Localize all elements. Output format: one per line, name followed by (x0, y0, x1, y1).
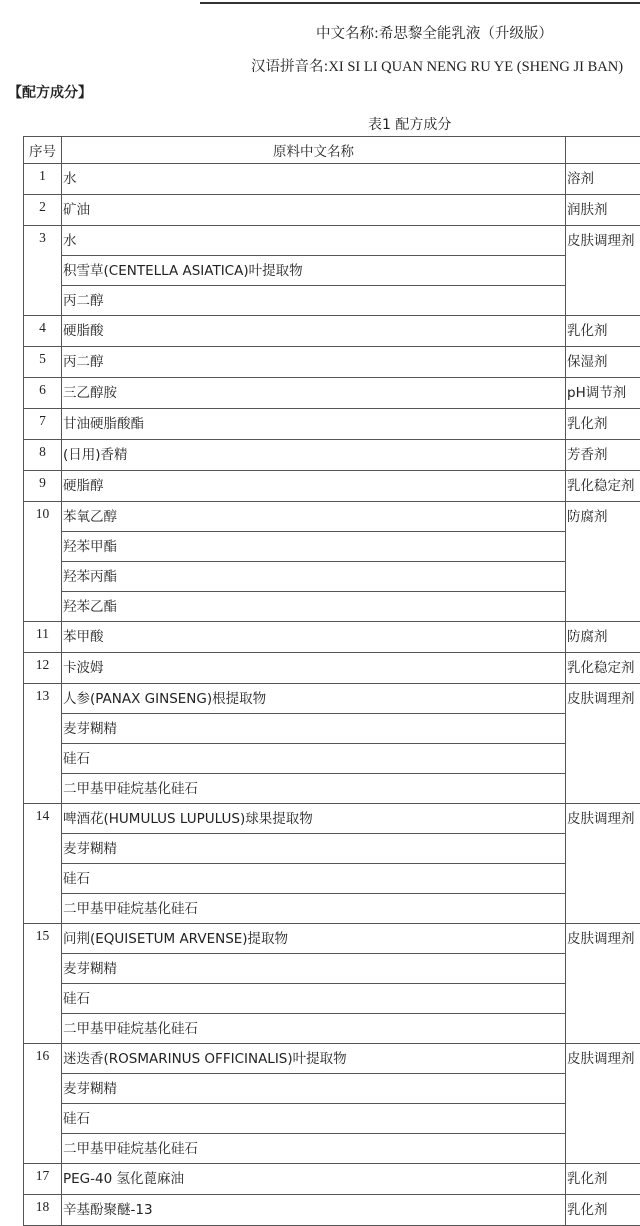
table-row (24, 502, 640, 532)
table-subrow (24, 774, 640, 804)
ingredient-function: 润肤剂 (566, 195, 640, 226)
ingredient-function: 芳香剂 (566, 440, 640, 471)
table-row (24, 924, 640, 954)
ingredient-name: 麦芽糊精 (62, 954, 566, 984)
ingredient-function: 乳化剂 (566, 409, 640, 440)
table-subrow (24, 1074, 640, 1104)
table-subrow (24, 984, 640, 1014)
row-number: 4 (24, 316, 62, 347)
ingredient-name: 二甲基甲硅烷基化硅石 (62, 1134, 566, 1164)
ingredient-name: 人参(PANAX GINSENG)根提取物 (62, 684, 566, 714)
table-row (24, 684, 640, 714)
ingredient-name: 积雪草(CENTELLA ASIATICA)叶提取物 (62, 256, 566, 286)
ingredient-name: 二甲基甲硅烷基化硅石 (62, 1014, 566, 1044)
table-body (24, 164, 640, 1226)
row-number: 5 (24, 347, 62, 378)
ingredient-name: 水 (62, 164, 566, 195)
ingredient-name: 问荆(EQUISETUM ARVENSE)提取物 (62, 924, 566, 954)
chinese-name-label: 中文名称: (316, 26, 379, 42)
table-subrow (24, 894, 640, 924)
row-number: 1 (24, 164, 62, 195)
table-row (24, 164, 640, 195)
ingredient-function: 防腐剂 (566, 502, 640, 622)
table-row (24, 378, 640, 409)
table-subrow (24, 256, 640, 286)
ingredient-function: 乳化剂 (566, 1195, 640, 1226)
row-number: 9 (24, 471, 62, 502)
pinyin-name-label: 汉语拼音名: (251, 59, 328, 75)
row-number: 6 (24, 378, 62, 409)
table-row (24, 440, 640, 471)
table-row (24, 1195, 640, 1226)
ingredient-name: 三乙醇胺 (62, 378, 566, 409)
ingredient-function: 溶剂 (566, 164, 640, 195)
ingredient-name: 二甲基甲硅烷基化硅石 (62, 894, 566, 924)
chinese-name-value: 希思黎全能乳液（升级版） (379, 26, 553, 42)
pinyin-name-value: XI SI LI QUAN NENG RU YE (SHENG JI BAN) (328, 59, 623, 75)
top-rule-line (200, 2, 640, 4)
row-number: 18 (24, 1195, 62, 1226)
ingredient-name: 硬脂酸 (62, 316, 566, 347)
table-subrow (24, 286, 640, 316)
ingredient-name: 硅石 (62, 744, 566, 774)
ingredient-name: 苯氧乙醇 (62, 502, 566, 532)
table-row (24, 1164, 640, 1195)
ingredient-function: 乳化稳定剂 (566, 471, 640, 502)
row-number: 10 (24, 502, 62, 622)
row-number: 17 (24, 1164, 62, 1195)
table-row (24, 804, 640, 834)
table-subrow (24, 1104, 640, 1134)
table-subrow (24, 954, 640, 984)
ingredient-function: 乳化剂 (566, 1164, 640, 1195)
ingredient-name: 硬脂醇 (62, 471, 566, 502)
ingredient-name: 羟苯甲酯 (62, 532, 566, 562)
table-subrow (24, 1014, 640, 1044)
ingredient-function: 皮肤调理剂 (566, 684, 640, 804)
ingredient-function: 皮肤调理剂 (566, 226, 640, 316)
table-subrow (24, 562, 640, 592)
row-number: 15 (24, 924, 62, 1044)
table-subrow (24, 532, 640, 562)
row-number: 8 (24, 440, 62, 471)
ingredient-name: 甘油硬脂酸酯 (62, 409, 566, 440)
table-caption: 表1 配方成分 (368, 114, 451, 134)
table-row (24, 622, 640, 653)
column-header-seq: 序号 (24, 137, 62, 164)
ingredient-name: 丙二醇 (62, 347, 566, 378)
ingredient-name: 硅石 (62, 864, 566, 894)
table-row (24, 653, 640, 684)
ingredient-function: 皮肤调理剂 (566, 804, 640, 924)
formula-table (23, 136, 640, 1226)
table-row (24, 347, 640, 378)
row-number: 16 (24, 1044, 62, 1164)
row-number: 11 (24, 622, 62, 653)
table-row (24, 1044, 640, 1074)
pinyin-name-line (251, 55, 640, 76)
table-row (24, 195, 640, 226)
table-header-row (24, 137, 640, 164)
table-row (24, 409, 640, 440)
ingredient-function: 皮肤调理剂 (566, 1044, 640, 1164)
row-number: 12 (24, 653, 62, 684)
row-number: 14 (24, 804, 62, 924)
ingredient-name: PEG-40 氢化蓖麻油 (62, 1164, 566, 1195)
table-row (24, 316, 640, 347)
table-subrow (24, 744, 640, 774)
ingredient-name: (日用)香精 (62, 440, 566, 471)
ingredient-function: 皮肤调理剂 (566, 924, 640, 1044)
ingredient-function: 乳化剂 (566, 316, 640, 347)
ingredient-name: 麦芽糊精 (62, 834, 566, 864)
ingredient-name: 迷迭香(ROSMARINUS OFFICINALIS)叶提取物 (62, 1044, 566, 1074)
column-header-function (566, 137, 640, 164)
ingredient-function: 乳化稳定剂 (566, 653, 640, 684)
ingredient-name: 丙二醇 (62, 286, 566, 316)
ingredient-name: 水 (62, 226, 566, 256)
table-row (24, 226, 640, 256)
ingredient-name: 麦芽糊精 (62, 1074, 566, 1104)
table-subrow (24, 864, 640, 894)
chinese-name-line (316, 22, 640, 43)
table-subrow (24, 592, 640, 622)
column-header-name: 原料中文名称 (62, 137, 566, 164)
table-subrow (24, 1134, 640, 1164)
table-subrow (24, 714, 640, 744)
ingredient-function: pH调节剂 (566, 378, 640, 409)
row-number: 7 (24, 409, 62, 440)
ingredient-name: 硅石 (62, 984, 566, 1014)
ingredient-name: 辛基酚聚醚-13 (62, 1195, 566, 1226)
ingredient-name: 羟苯乙酯 (62, 592, 566, 622)
ingredient-function: 保湿剂 (566, 347, 640, 378)
ingredient-name: 啤酒花(HUMULUS LUPULUS)球果提取物 (62, 804, 566, 834)
section-title: 【配方成分】 (8, 82, 92, 102)
table-subrow (24, 834, 640, 864)
ingredient-name: 麦芽糊精 (62, 714, 566, 744)
ingredient-name: 二甲基甲硅烷基化硅石 (62, 774, 566, 804)
ingredient-name: 卡波姆 (62, 653, 566, 684)
row-number: 13 (24, 684, 62, 804)
ingredient-name: 矿油 (62, 195, 566, 226)
ingredient-name: 苯甲酸 (62, 622, 566, 653)
row-number: 2 (24, 195, 62, 226)
ingredient-name: 羟苯丙酯 (62, 562, 566, 592)
table-row (24, 471, 640, 502)
ingredient-name: 硅石 (62, 1104, 566, 1134)
row-number: 3 (24, 226, 62, 316)
ingredient-function: 防腐剂 (566, 622, 640, 653)
